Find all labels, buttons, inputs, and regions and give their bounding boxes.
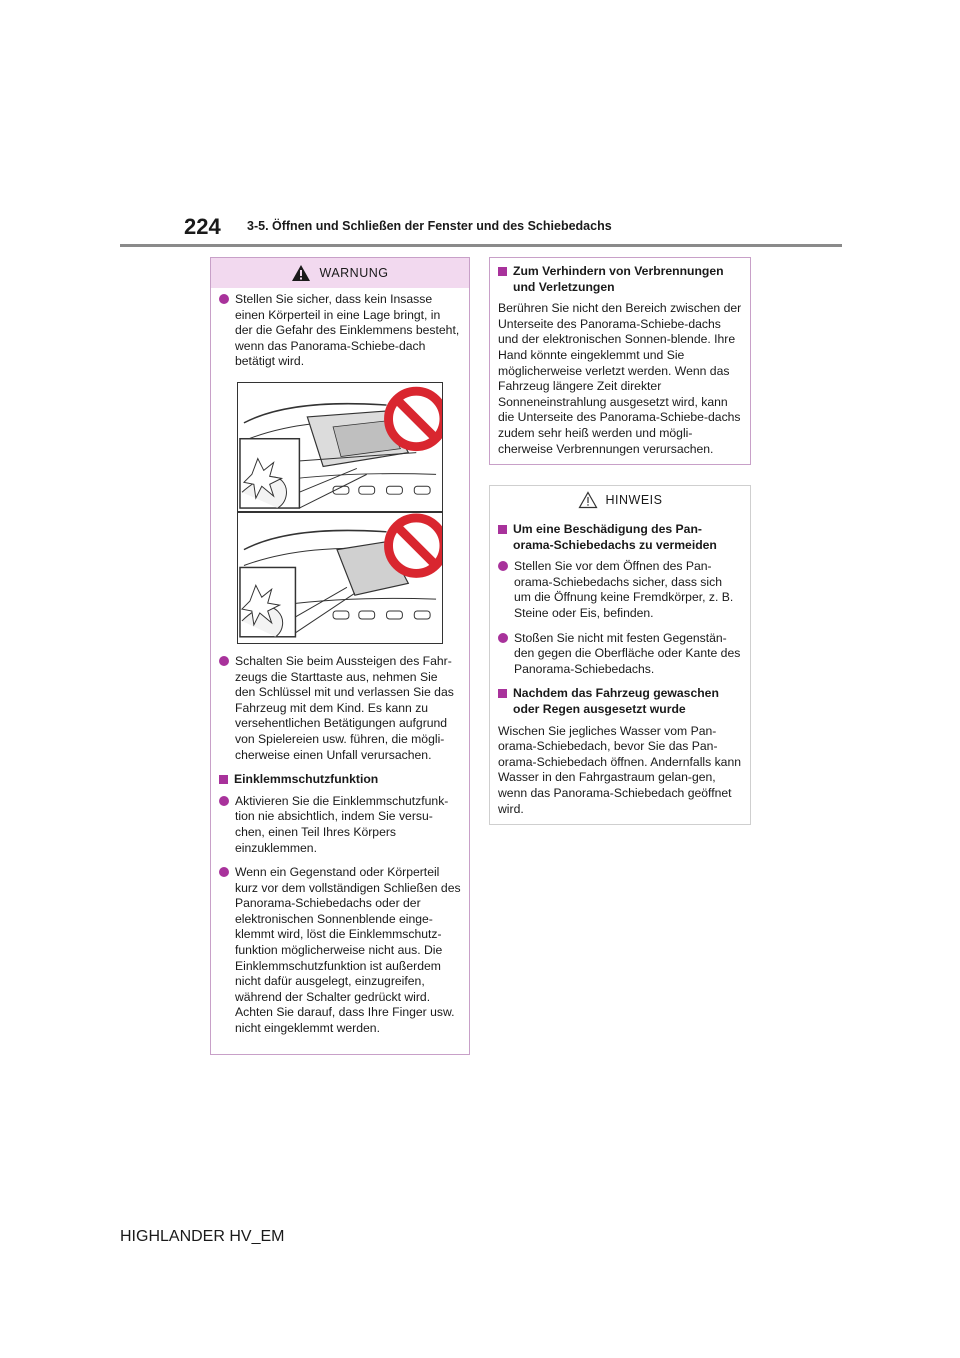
notice-box: [489, 485, 751, 825]
square-bullet-icon: [498, 267, 507, 276]
bullet-dot-icon: [498, 633, 508, 643]
warning-bullet-4: Wenn ein Gegenstand oder Körperteil kurz vor dem vollständigen Schließen des Panorama-Schiebedachs oder der elektronischen Sonnenblende einge-klemmt wird, löst die Einklemmschutz-funktion möglicherweise nicht aus. Die Einklemmschutzfunktion ist außerdem nicht dafür ausgelegt, einzugreifen, während der Schalter gedrückt wird. Achten Sie darauf, dass Ihre Finger usw. nicht eingeklemmt werden.: [219, 865, 461, 1037]
square-bullet-icon: [219, 775, 228, 784]
page-number: 224: [184, 214, 221, 239]
notice-triangle-icon: [578, 491, 598, 509]
burn-warning-box: [489, 257, 751, 465]
bullet-dot-icon: [219, 294, 229, 304]
warning-bullet-2: Schalten Sie beim Aussteigen des Fahr-zeugs die Starttaste aus, nehmen Sie den Schlüssel mit und verlassen Sie das Fahrzeug mit dem Kind. Es kann zu versehentlichen Betätigungen aufgrund von Spielereien usw. führen, die mögli-cherweise einen Unfall verursachen.: [219, 654, 461, 763]
square-bullet-icon: [498, 525, 507, 534]
sunroof-warning-illustration: [237, 382, 443, 644]
notice-bullet-2: Stoßen Sie nicht mit festen Gegenstän-den gegen die Oberfläche oder Kante des Panorama-Schiebedachs.: [498, 631, 742, 678]
warning-heading-einklemmschutz: Einklemmschutzfunktion: [219, 772, 461, 788]
square-bullet-icon: [498, 689, 507, 698]
burn-heading: Zum Verhindern von Verbrennungen und Verletzungen: [498, 264, 742, 295]
bullet-dot-icon: [219, 656, 229, 666]
notice-text-2: Wischen Sie jegliches Wasser vom Pan-orama-Schiebedach, bevor Sie das Pan-orama-Schiebedach öffnen. Andernfalls kann Wasser in den Fahrgastraum gelan-gen, wenn das Panorama-Schiebedach geöffnet wird.: [498, 723, 742, 816]
warning-box: [210, 257, 470, 1055]
notice-heading-1: Um eine Beschädigung des Pan-orama-Schiebedachs zu vermeiden: [498, 522, 742, 553]
notice-title: HINWEIS: [605, 493, 663, 507]
warning-title: WARNUNG: [319, 266, 389, 280]
bullet-dot-icon: [498, 561, 508, 571]
bullet-dot-icon: [219, 796, 229, 806]
notice-heading-2: Nachdem das Fahrzeug gewaschen oder Regen ausgesetzt wurde: [498, 686, 742, 717]
warning-triangle-icon: [291, 264, 311, 282]
notice-header: [490, 486, 750, 514]
illustration-top-panel: [240, 391, 443, 508]
warning-bullet-3: Aktivieren Sie die Einklemmschutzfunk-tion nie absichtlich, indem Sie versu-chen, einen Teil Ihres Körpers einzuklemmen.: [219, 794, 461, 856]
warning-bullet-1: Stellen Sie sicher, dass kein Insasse einen Körperteil in eine Lage bringt, in der die Gefahr des Einklemmens besteht, wenn das Panorama-Schiebe-dach betätigt wird.: [219, 292, 461, 370]
notice-bullet-1: Stellen Sie vor dem Öffnen des Pan-orama-Schiebedachs sicher, dass sich um die Öffnung keine Fremdkörper, z. B. Steine oder Eis, befinden.: [498, 559, 742, 621]
warning-header: [211, 258, 469, 288]
chapter-title: 3-5. Öffnen und Schließen der Fenster und des Schiebedachs: [247, 219, 612, 233]
burn-text: Berühren Sie nicht den Bereich zwischen der Unterseite des Panorama-Schiebe-dachs und der elektronischen Sonnen-blende. Ihre Hand könnte eingeklemmt und Sie möglicherweise verletzt werden. Wenn das Fahrzeug längere Zeit direkter Sonneneinstrahlung ausgesetzt wird, kann die Unterseite des Panorama-Schiebe-dachs zudem sehr heiß werden und mögli-cherweise Verbrennungen verursachen.: [498, 301, 742, 456]
header-rule: [120, 244, 842, 247]
footer-model-name: HIGHLANDER HV_EM: [120, 1228, 285, 1245]
bullet-dot-icon: [219, 867, 229, 877]
illustration-bottom-panel: [240, 518, 443, 637]
